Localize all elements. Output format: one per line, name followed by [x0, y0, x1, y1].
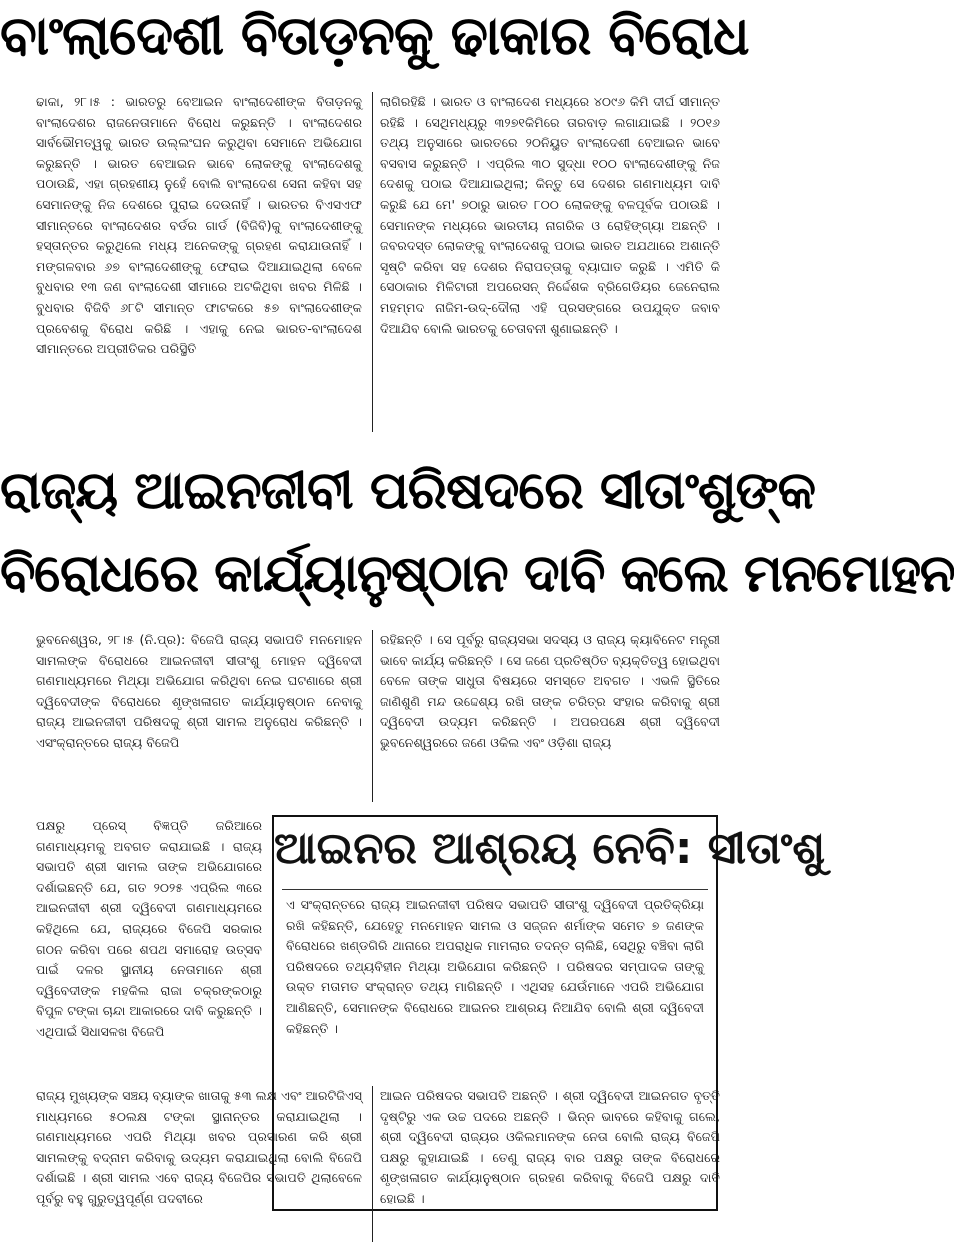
- story1-paragraph-right: ଲାଗିରହିଛି । ଭାରତ ଓ ବାଂଲାଦେଶ ମଧ୍ୟରେ ୪୦୯୬ କିମି ଦୀର୍ଘ ସୀମାନ୍ତ ରହିଛି । ସେଥିମଧ୍ୟରୁ ୩୨୭୧କିମିରେ ତାରବାଡ଼ ଲଗାଯାଇଛି । ୨୦୧୬ ତଥ୍ୟ ଅନୁସାରେ ଭାରତରେ ୨୦ନିୟୁତ ବାଂଲାଦେଶୀ ବେଆଇନ ଭାବେ ବସବାସ କରୁଛନ୍ତି । ଏପ୍ରିଲ ୩୦ ସୁଦ୍ଧା ୧୦୦ ବାଂଲାଦେଶୀଙ୍କୁ ନିଜ ଦେଶକୁ ପଠାଇ ଦିଆଯାଇଥିଲା; କିନ୍ତୁ ସେ ଦେଶର ଗଣମାଧ୍ୟମ ଦାବି କରୁଛି ଯେ ମେ' ୭୦ାରୁ ଭାରତ ୮୦୦ ଲୋକଙ୍କୁ ବଳପୂର୍ବକ ପଠାଉଛି । ସେମାନଙ୍କ ମଧ୍ୟରେ ଭାରତୀୟ ନାଗରିକ ଓ ରୋହିଙ୍ଗ୍ୟା ଅଛନ୍ତି । ଜବରଦସ୍ତ ଲୋକଙ୍କୁ ବାଂଲାଦେଶକୁ ପଠାଇ ଭାରତ ଅଯଥାରେ ଅଶାନ୍ତି ସୃଷ୍ଟି କରିବା ସହ ଦେଶର ନିରାପତ୍ତାକୁ ବ୍ୟାଘାତ କରୁଛି । ଏମିତି କି ସେଠାକାର ମିଳିଟାରୀ ଅପରେସନ୍ ନିର୍ଦ୍ଦେଶକ ବ୍ରିଗେଡିୟର ଜେନେରାଲ ମହମ୍ମଦ ନାଜିମ-ଉଦ୍-ଦୌଲା ଏହି ପ୍ରସଙ୍ଗରେ ଉପଯୁକ୍ତ ଜବାବ ଦିଆଯିବ ବୋଲି ଭାରତକୁ ଚେତାବନୀ ଶୁଣାଇଛନ୍ତି ।: [380, 94, 720, 336]
- column-divider: [372, 92, 373, 432]
- column-divider: [372, 1086, 373, 1242]
- story2-paragraph-3: ପକ୍ଷରୁ ପ୍ରେସ୍ ବିଜ୍ଞପ୍ତି ଜରିଆରେ ଗଣମାଧ୍ୟମକୁ ଅବଗତ କରାଯାଇଛି । ରାଜ୍ୟ ସଭାପତି ଶ୍ରୀ ସାମଲ ତାଙ୍କ ଅଭିଯୋଗରେ ଦର୍ଶାଇଛନ୍ତି ଯେ, ଗତ ୨୦୨୫ ଏପ୍ରିଲ ୩ରେ ଆଇନଜୀବୀ ଶ୍ରୀ ଦ୍ୱିବେଦୀ ଗଣମାଧ୍ୟମରେ କହିଥିଲେ ଯେ, ରାଜ୍ୟରେ ବିଜେପି ସରକାର ଗଠନ କରିବା ପରେ ଶପଥ ସମାରୋହ ଉତ୍ସବ ପାଇଁ ଦଳର ସ୍ଥାନୀୟ ନେତାମାନେ ଶ୍ରୀ ଦ୍ୱିବେଦୀଙ୍କ ମହକିଲ ରାଜା ଚକ୍ରଙ୍କଠାରୁ ବିପୁଳ ଟଙ୍କା ଚାନ୍ଦା ଆକାରରେ ଦାବି କରୁଛନ୍ତି । ଏଥିପାଇଁ ସିଧାସଳଖ ବିଜେପି: [36, 818, 262, 1039]
- story2-paragraph-2: ରହିଛନ୍ତି । ସେ ପୂର୍ବରୁ ରାଜ୍ୟସଭା ସଦସ୍ୟ ଓ ରାଜ୍ୟ କ୍ୟାବିନେଟ ମନ୍ତ୍ରୀ ଭାବେ କାର୍ଯ୍ୟ କରିଛନ୍ତି । ସେ ଜଣେ ପ୍ରତିଷ୍ଠିତ ବ୍ୟକ୍ତିତ୍ୱ ହୋଇଥିବା ବେଳେ ତାଙ୍କ ସାଧୁତା ବିଷୟରେ ସମସ୍ତେ ଅବଗତ । ଏଭଳି ସ୍ଥିତିରେ ଜାଣିଶୁଣି ମନ୍ଦ ଉଦ୍ଦେଶ୍ୟ ରଖି ତାଙ୍କ ଚରିତ୍ର ସଂହାର କରିବାକୁ ଶ୍ରୀ ଦ୍ୱିବେଦୀ ଉଦ୍ୟମ କରିଛନ୍ତି । ଅପରପକ୍ଷେ ଶ୍ରୀ ଦ୍ୱିବେଦୀ ଭୁବନେଶ୍ୱରରେ ଜଣେ ଓକିଲ ଏବଂ ଓଡ଼ିଶା ରାଜ୍ୟ: [380, 632, 720, 750]
- story1-column-right: [380, 92, 720, 438]
- sidebar-box-title: ଆଇନର ଆଶ୍ରୟ ନେବି: ସୀତାଂଶୁ: [274, 823, 826, 874]
- story1-paragraph-left: ଢାକା, ୨୮।୫ : ଭାରତରୁ ବେଆଇନ ବାଂଲାଦେଶୀଙ୍କ ବିତାଡ଼ନକୁ ବାଂଲାଦେଶର ରାଜନେତାମାନେ ବିରୋଧ କରୁଛନ୍ତି । ବାଂଲାଦେଶର ସାର୍ବଭୌମତ୍ୱକୁ ଭାରତ ଉଲ୍ଲଂଘନ କରୁଥିବା ସେମାନେ ଅଭିଯୋଗ କରୁଛନ୍ତି । ଭାରତ ବେଆଇନ ଭାବେ ଲୋକଙ୍କୁ ବାଂଲାଦେଶକୁ ପଠାଉଛି, ଏହା ଗ୍ରହଣୀୟ ନୁହେଁ ବୋଲି ବାଂଲାଦେଶ ସେନା କହିବା ସହ ସେମାନଙ୍କୁ ନିଜ ଦେଶରେ ପୁରାଇ ଦେଉନାହିଁ । ଭାରତର ବିଏସଏଫ ସୀମାନ୍ତରେ ବାଂଲାଦେଶର ବର୍ଡର ଗାର୍ଡ (ବିଜିବି)କୁ ବାଂଲାଦେଶୀଙ୍କୁ ହସ୍ତାନ୍ତର କରୁଥିଲେ ମଧ୍ୟ ଅନେକଙ୍କୁ ଗ୍ରହଣ କରାଯାଉନାହିଁ । ମଙ୍ଗଳବାର ୬୭ ବାଂଲାଦେଶୀଙ୍କୁ ଫେରାଇ ଦିଆଯାଇଥିଲା ବେଳେ ବୁଧବାର ୧୩ ଜଣ ବାଂଲାଦେଶୀ ସୀମାରେ ଅଟକିଥିବା ଖବର ମିଳିଛି । ବୁଧବାର ବିଜିବି ୬୮ଟି ସୀମାନ୍ତ ଫାଟକରେ ୫୭ ବାଂଲାଦେଶୀଙ୍କ ପ୍ରବେଶକୁ ବିରୋଧ କରିଛି । ଏହାକୁ ନେଇ ଭାରତ-ବାଂଲାଦେଶ ସୀମାନ୍ତରେ ଅପ୍ରୀତିକର ପରିସ୍ଥିତି: [36, 94, 362, 357]
- story2-column-left-middle: [36, 816, 262, 1086]
- headline-bangladeshi-deportation: ବାଂଲାଦେଶୀ ବିତାଡ଼ନକୁ ଢାକାର ବିରୋଧ: [0, 4, 749, 67]
- story2-paragraph-5: ଆଇନ ପରିଷଦର ସଭାପତି ଅଛନ୍ତି । ଶ୍ରୀ ଦ୍ୱିବେଦୀ ଆଇନଗତ ବୃତ୍ତି ଦୃଷ୍ଟିରୁ ଏକ ଉଚ୍ଚ ପଦରେ ଅଛନ୍ତି । ଭିନ୍ନ ଭାବରେ କହିବାକୁ ଗଲେ, ଶ୍ରୀ ଦ୍ୱିବେଦୀ ରାଜ୍ୟର ଓକିଲମାନଙ୍କ ନେତା ବୋଲି ରାଜ୍ୟ ବିଜେପି ପକ୍ଷରୁ କୁହାଯାଇଛି । ତେଣୁ ରାଜ୍ୟ ବାର ପକ୍ଷରୁ ତାଙ୍କ ବିରୋଧରେ ଶୃଙ୍ଖଳାଗତ କାର୍ଯ୍ୟାନୁଷ୍ଠାନ ଗ୍ରହଣ କରିବାକୁ ବିଜେପି ପକ୍ଷରୁ ଦାବି ହୋଇଛି ।: [380, 1088, 720, 1206]
- story1-column-left: [36, 92, 362, 438]
- sidebar-box-body: ଏ ସଂକ୍ରାନ୍ତରେ ରାଜ୍ୟ ଆଇନଜୀବୀ ପରିଷଦ ସଭାପତି ସୀତାଂଶୁ ଦ୍ୱିବେଦୀ ପ୍ରତିକ୍ରିୟା ରଖି କହିଛନ୍ତି, ଯେହେତୁ ମନମୋହନ ସାମଲ ଓ ସଜ୍ଜନ ଶର୍ମାଙ୍କ ସମେତ ୭ ଜଣଙ୍କ ବିରୋଧରେ ଖଣ୍ଡଗିରି ଥାନାରେ ଅପରାଧିକ ମାମଲାର ତଦନ୍ତ ଚାଲିଛି, ସେଥିରୁ ବଞ୍ଚିବା ଲାଗି ପରିଷଦରେ ତଥ୍ୟବିହୀନ ମିଥ୍ୟା ଅଭିଯୋଗ କରିଛନ୍ତି । ପରିଷଦର ସମ୍ପାଦକ ତାଙ୍କୁ ଉକ୍ତ ମତାମତ ସଂକ୍ରାନ୍ତ ତଥ୍ୟ ମାଗିଛନ୍ତି । ଏଥିସହ ଯେଉଁମାନେ ଏପରି ଅଭିଯୋଗ ଆଣିଛନ୍ତି, ସେମାନଙ୍କ ବିରୋଧରେ ଆଇନର ଆଶ୍ରୟ ନିଆଯିବ ବୋଲି ଶ୍ରୀ ଦ୍ୱିବେଦୀ କହିଛନ୍ତି ।: [286, 897, 704, 1036]
- sidebar-box-rule: [282, 889, 708, 890]
- story2-column-left-top: [36, 630, 362, 816]
- story2-column-right-top: [380, 630, 720, 796]
- column-divider: [372, 630, 373, 802]
- headline-bar-council-line1: ରାଜ୍ୟ ଆଇନଜୀବୀ ପରିଷଦରେ ସୀତାଂଶୁଙ୍କ: [0, 461, 816, 521]
- story2-column-left-bottom: [36, 1086, 362, 1246]
- story2-paragraph-1: ଭୁବନେଶ୍ୱର, ୨୮।୫ (ନି.ପ୍ର): ବିଜେପି ରାଜ୍ୟ ସଭାପତି ମନମୋହନ ସାମଲଙ୍କ ବିରୋଧରେ ଆଇନଜୀବୀ ସୀତାଂଶୁ ମୋହନ ଦ୍ୱିବେଦୀ ଗଣମାଧ୍ୟମରେ ମିଥ୍ୟା ଅଭିଯୋଗ କରିଥିବା ନେଇ ଘଟଣାରେ ଶ୍ରୀ ଦ୍ୱିବେଦୀଙ୍କ ବିରୋଧରେ ଶୃଙ୍ଖଳାଗତ କାର୍ଯ୍ୟାନୁଷ୍ଠାନ ନେବାକୁ ରାଜ୍ୟ ଆଇନଜୀବୀ ପରିଷଦକୁ ଶ୍ରୀ ସାମଲ ଅନୁରୋଧ କରିଛନ୍ତି । ଏସଂକ୍ରାନ୍ତରେ ରାଜ୍ୟ ବିଜେପି: [36, 632, 362, 750]
- headline-bar-council-line2: ବିରୋଧରେ କାର୍ଯ୍ୟାନୁଷ୍ଠାନ ଦାବି କଲେ ମନମୋହନ: [0, 544, 954, 604]
- story2-paragraph-4: ରାଜ୍ୟ ମୁଖ୍ୟଙ୍କ ସଞ୍ଚୟ ବ୍ୟାଙ୍କ ଖାତାକୁ ୫୩ ଲକ୍ଷ ଏବଂ ଆରଟିଜିଏସ୍ ମାଧ୍ୟମରେ ୫୦ଲକ୍ଷ ଟଙ୍କା ସ୍ଥାନାନ୍ତର କରାଯାଇଥିଲା । ଗଣମାଧ୍ୟମରେ ଏପରି ମିଥ୍ୟା ଖବର ପ୍ରସାରଣ କରି ଶ୍ରୀ ସାମଲଙ୍କୁ ବଦ୍‌ନାମ କରିବାକୁ ଉଦ୍ୟମ କରାଯାଇଥିଲା ବୋଲି ବିଜେପି ଦର୍ଶାଇଛି । ଶ୍ରୀ ସାମଲ ଏବେ ରାଜ୍ୟ ବିଜେପିର ସଭାପତି ଥିଲାବେଳେ ପୂର୍ବରୁ ବହୁ ଗୁରୁତ୍ୱପୂର୍ଣ୍ଣ ପଦବୀରେ: [36, 1088, 362, 1206]
- story2-column-right-bottom: [380, 1086, 720, 1246]
